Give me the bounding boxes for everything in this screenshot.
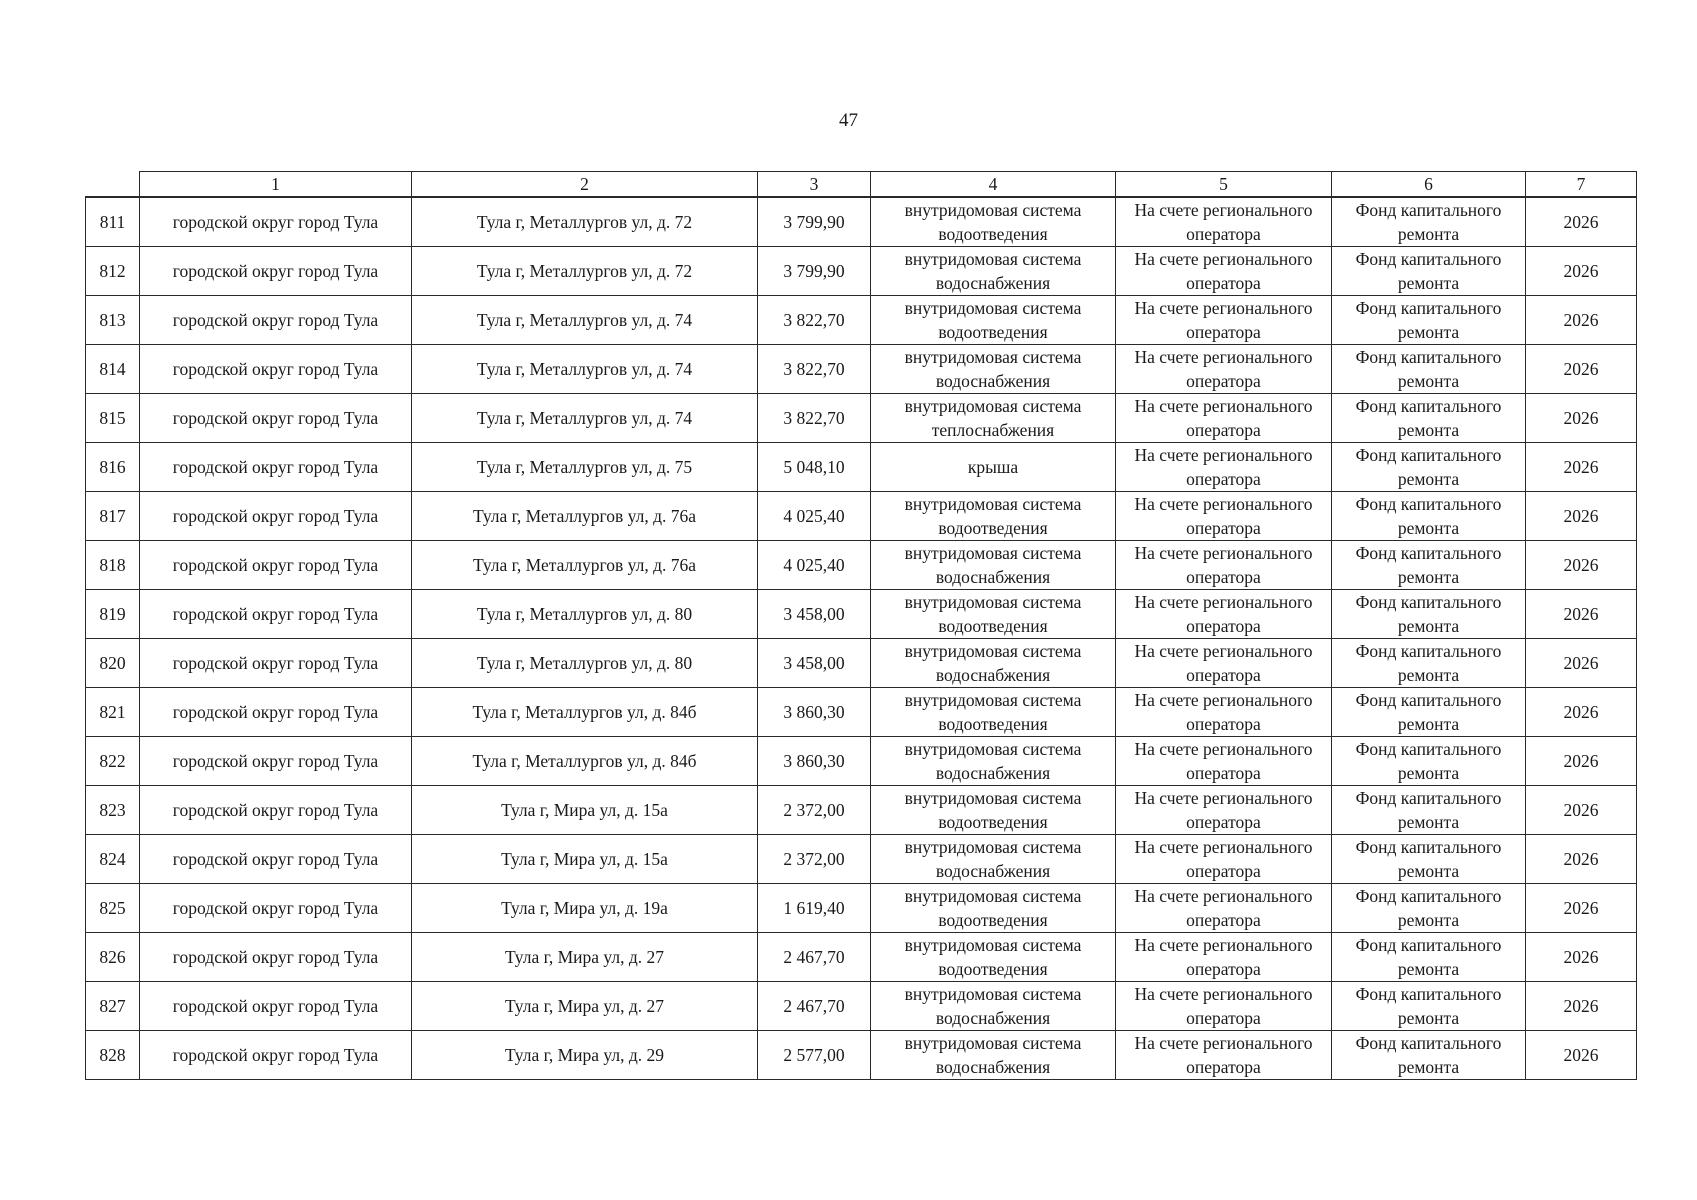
area-cell: 2 467,70: [758, 933, 871, 982]
table-row: [86, 884, 1637, 933]
address-cell: Тула г, Мира ул, д. 15а: [412, 835, 758, 884]
address-cell: Тула г, Металлургов ул, д. 72: [412, 197, 758, 247]
row-number-cell: 828: [86, 1031, 140, 1080]
area-cell: 3 799,90: [758, 197, 871, 247]
table-row: [86, 933, 1637, 982]
funding-source-cell: Фонд капитального ремонта: [1332, 492, 1526, 541]
table-row: [86, 982, 1637, 1031]
municipality-cell: городской округ город Тула: [140, 688, 412, 737]
row-number-cell: 826: [86, 933, 140, 982]
row-number-cell: 821: [86, 688, 140, 737]
table-row: [86, 394, 1637, 443]
address-cell: Тула г, Металлургов ул, д. 76а: [412, 541, 758, 590]
year-cell: 2026: [1526, 247, 1637, 296]
municipality-cell: городской округ город Тула: [140, 884, 412, 933]
year-cell: 2026: [1526, 197, 1637, 247]
funding-source-cell: Фонд капитального ремонта: [1332, 590, 1526, 639]
account-type-cell: На счете регионального оператора: [1116, 492, 1332, 541]
table-row: [86, 492, 1637, 541]
table-row: [86, 1031, 1637, 1080]
funding-source-cell: Фонд капитального ремонта: [1332, 786, 1526, 835]
address-cell: Тула г, Металлургов ул, д. 84б: [412, 688, 758, 737]
address-cell: Тула г, Мира ул, д. 29: [412, 1031, 758, 1080]
area-cell: 3 799,90: [758, 247, 871, 296]
address-cell: Тула г, Металлургов ул, д. 76а: [412, 492, 758, 541]
table-row: [86, 639, 1637, 688]
table-body: [86, 197, 1637, 1080]
work-type-cell: крыша: [871, 443, 1116, 492]
address-cell: Тула г, Металлургов ул, д. 80: [412, 639, 758, 688]
account-type-cell: На счете регионального оператора: [1116, 737, 1332, 786]
work-type-cell: внутридомовая система водоснабжения: [871, 345, 1116, 394]
funding-source-cell: Фонд капитального ремонта: [1332, 982, 1526, 1031]
account-type-cell: На счете регионального оператора: [1116, 541, 1332, 590]
account-type-cell: На счете регионального оператора: [1116, 1031, 1332, 1080]
municipality-cell: городской округ город Тула: [140, 247, 412, 296]
account-type-cell: На счете регионального оператора: [1116, 933, 1332, 982]
row-number-cell: 816: [86, 443, 140, 492]
table-row: [86, 835, 1637, 884]
address-cell: Тула г, Металлургов ул, д. 74: [412, 394, 758, 443]
table-row: [86, 345, 1637, 394]
municipality-cell: городской округ город Тула: [140, 443, 412, 492]
work-type-cell: внутридомовая система водоотведения: [871, 688, 1116, 737]
address-cell: Тула г, Металлургов ул, д. 72: [412, 247, 758, 296]
work-type-cell: внутридомовая система водоснабжения: [871, 835, 1116, 884]
area-cell: 2 372,00: [758, 786, 871, 835]
area-cell: 4 025,40: [758, 492, 871, 541]
row-number-cell: 822: [86, 737, 140, 786]
municipality-cell: городской округ город Тула: [140, 933, 412, 982]
municipality-cell: городской округ город Тула: [140, 1031, 412, 1080]
area-cell: 3 458,00: [758, 590, 871, 639]
area-cell: 3 860,30: [758, 737, 871, 786]
row-number-cell: 827: [86, 982, 140, 1031]
work-type-cell: внутридомовая система водоснабжения: [871, 247, 1116, 296]
table-row: [86, 737, 1637, 786]
table-row: [86, 541, 1637, 590]
area-cell: 3 860,30: [758, 688, 871, 737]
year-cell: 2026: [1526, 737, 1637, 786]
column-header: 6: [1332, 172, 1526, 198]
year-cell: 2026: [1526, 443, 1637, 492]
year-cell: 2026: [1526, 639, 1637, 688]
address-cell: Тула г, Металлургов ул, д. 75: [412, 443, 758, 492]
work-type-cell: внутридомовая система водоснабжения: [871, 737, 1116, 786]
municipality-cell: городской округ город Тула: [140, 541, 412, 590]
work-type-cell: внутридомовая система водоотведения: [871, 296, 1116, 345]
year-cell: 2026: [1526, 835, 1637, 884]
work-type-cell: внутридомовая система водоотведения: [871, 197, 1116, 247]
funding-source-cell: Фонд капитального ремонта: [1332, 541, 1526, 590]
year-cell: 2026: [1526, 982, 1637, 1031]
work-type-cell: внутридомовая система водоотведения: [871, 590, 1116, 639]
municipality-cell: городской округ город Тула: [140, 345, 412, 394]
area-cell: 2 467,70: [758, 982, 871, 1031]
address-cell: Тула г, Металлургов ул, д. 74: [412, 296, 758, 345]
funding-source-cell: Фонд капитального ремонта: [1332, 933, 1526, 982]
municipality-cell: городской округ город Тула: [140, 982, 412, 1031]
year-cell: 2026: [1526, 492, 1637, 541]
funding-source-cell: Фонд капитального ремонта: [1332, 835, 1526, 884]
area-cell: 3 822,70: [758, 394, 871, 443]
municipality-cell: городской округ город Тула: [140, 590, 412, 639]
municipality-cell: городской округ город Тула: [140, 835, 412, 884]
address-cell: Тула г, Металлургов ул, д. 74: [412, 345, 758, 394]
row-number-cell: 817: [86, 492, 140, 541]
funding-source-cell: Фонд капитального ремонта: [1332, 737, 1526, 786]
area-cell: 2 372,00: [758, 835, 871, 884]
table-row: [86, 688, 1637, 737]
address-cell: Тула г, Мира ул, д. 27: [412, 982, 758, 1031]
year-cell: 2026: [1526, 345, 1637, 394]
funding-source-cell: Фонд капитального ремонта: [1332, 394, 1526, 443]
address-cell: Тула г, Металлургов ул, д. 80: [412, 590, 758, 639]
work-type-cell: внутридомовая система водоотведения: [871, 933, 1116, 982]
repair-schedule-table: [85, 171, 1637, 1080]
column-header: 5: [1116, 172, 1332, 198]
year-cell: 2026: [1526, 884, 1637, 933]
funding-source-cell: Фонд капитального ремонта: [1332, 247, 1526, 296]
account-type-cell: На счете регионального оператора: [1116, 197, 1332, 247]
municipality-cell: городской округ город Тула: [140, 786, 412, 835]
work-type-cell: внутридомовая система теплоснабжения: [871, 394, 1116, 443]
funding-source-cell: Фонд капитального ремонта: [1332, 296, 1526, 345]
row-number-cell: 814: [86, 345, 140, 394]
row-number-cell: 824: [86, 835, 140, 884]
row-number-cell: 823: [86, 786, 140, 835]
year-cell: 2026: [1526, 541, 1637, 590]
table-row: [86, 197, 1637, 247]
year-cell: 2026: [1526, 933, 1637, 982]
table-row: [86, 590, 1637, 639]
table-row: [86, 443, 1637, 492]
column-header: [86, 172, 140, 198]
page-number: 47: [839, 110, 858, 131]
table-row: [86, 786, 1637, 835]
account-type-cell: На счете регионального оператора: [1116, 982, 1332, 1031]
column-header: 4: [871, 172, 1116, 198]
work-type-cell: внутридомовая система водоотведения: [871, 786, 1116, 835]
municipality-cell: городской округ город Тула: [140, 197, 412, 247]
year-cell: 2026: [1526, 1031, 1637, 1080]
funding-source-cell: Фонд капитального ремонта: [1332, 884, 1526, 933]
year-cell: 2026: [1526, 590, 1637, 639]
column-header: 2: [412, 172, 758, 198]
account-type-cell: На счете регионального оператора: [1116, 835, 1332, 884]
municipality-cell: городской округ город Тула: [140, 296, 412, 345]
account-type-cell: На счете регионального оператора: [1116, 247, 1332, 296]
area-cell: 3 822,70: [758, 345, 871, 394]
row-number-cell: 818: [86, 541, 140, 590]
work-type-cell: внутридомовая система водоотведения: [871, 492, 1116, 541]
funding-source-cell: Фонд капитального ремонта: [1332, 443, 1526, 492]
funding-source-cell: Фонд капитального ремонта: [1332, 345, 1526, 394]
address-cell: Тула г, Мира ул, д. 27: [412, 933, 758, 982]
column-number-header-row: [86, 172, 1637, 198]
account-type-cell: На счете регионального оператора: [1116, 443, 1332, 492]
account-type-cell: На счете регионального оператора: [1116, 786, 1332, 835]
account-type-cell: На счете регионального оператора: [1116, 345, 1332, 394]
row-number-cell: 815: [86, 394, 140, 443]
municipality-cell: городской округ город Тула: [140, 639, 412, 688]
funding-source-cell: Фонд капитального ремонта: [1332, 1031, 1526, 1080]
area-cell: 3 458,00: [758, 639, 871, 688]
address-cell: Тула г, Металлургов ул, д. 84б: [412, 737, 758, 786]
year-cell: 2026: [1526, 296, 1637, 345]
area-cell: 2 577,00: [758, 1031, 871, 1080]
account-type-cell: На счете регионального оператора: [1116, 590, 1332, 639]
area-cell: 3 822,70: [758, 296, 871, 345]
work-type-cell: внутридомовая система водоотведения: [871, 884, 1116, 933]
area-cell: 1 619,40: [758, 884, 871, 933]
row-number-cell: 812: [86, 247, 140, 296]
row-number-cell: 825: [86, 884, 140, 933]
table-row: [86, 296, 1637, 345]
municipality-cell: городской округ город Тула: [140, 394, 412, 443]
table-row: [86, 247, 1637, 296]
account-type-cell: На счете регионального оператора: [1116, 688, 1332, 737]
year-cell: 2026: [1526, 394, 1637, 443]
funding-source-cell: Фонд капитального ремонта: [1332, 197, 1526, 247]
funding-source-cell: Фонд капитального ремонта: [1332, 639, 1526, 688]
address-cell: Тула г, Мира ул, д. 19а: [412, 884, 758, 933]
year-cell: 2026: [1526, 688, 1637, 737]
work-type-cell: внутридомовая система водоснабжения: [871, 982, 1116, 1031]
column-header: 3: [758, 172, 871, 198]
account-type-cell: На счете регионального оператора: [1116, 884, 1332, 933]
area-cell: 4 025,40: [758, 541, 871, 590]
row-number-cell: 820: [86, 639, 140, 688]
municipality-cell: городской округ город Тула: [140, 737, 412, 786]
account-type-cell: На счете регионального оператора: [1116, 296, 1332, 345]
address-cell: Тула г, Мира ул, д. 15а: [412, 786, 758, 835]
area-cell: 5 048,10: [758, 443, 871, 492]
account-type-cell: На счете регионального оператора: [1116, 394, 1332, 443]
year-cell: 2026: [1526, 786, 1637, 835]
column-header: 1: [140, 172, 412, 198]
account-type-cell: На счете регионального оператора: [1116, 639, 1332, 688]
row-number-cell: 819: [86, 590, 140, 639]
work-type-cell: внутридомовая система водоснабжения: [871, 1031, 1116, 1080]
work-type-cell: внутридомовая система водоснабжения: [871, 639, 1116, 688]
municipality-cell: городской округ город Тула: [140, 492, 412, 541]
work-type-cell: внутридомовая система водоснабжения: [871, 541, 1116, 590]
column-header: 7: [1526, 172, 1637, 198]
row-number-cell: 811: [86, 197, 140, 247]
row-number-cell: 813: [86, 296, 140, 345]
funding-source-cell: Фонд капитального ремонта: [1332, 688, 1526, 737]
